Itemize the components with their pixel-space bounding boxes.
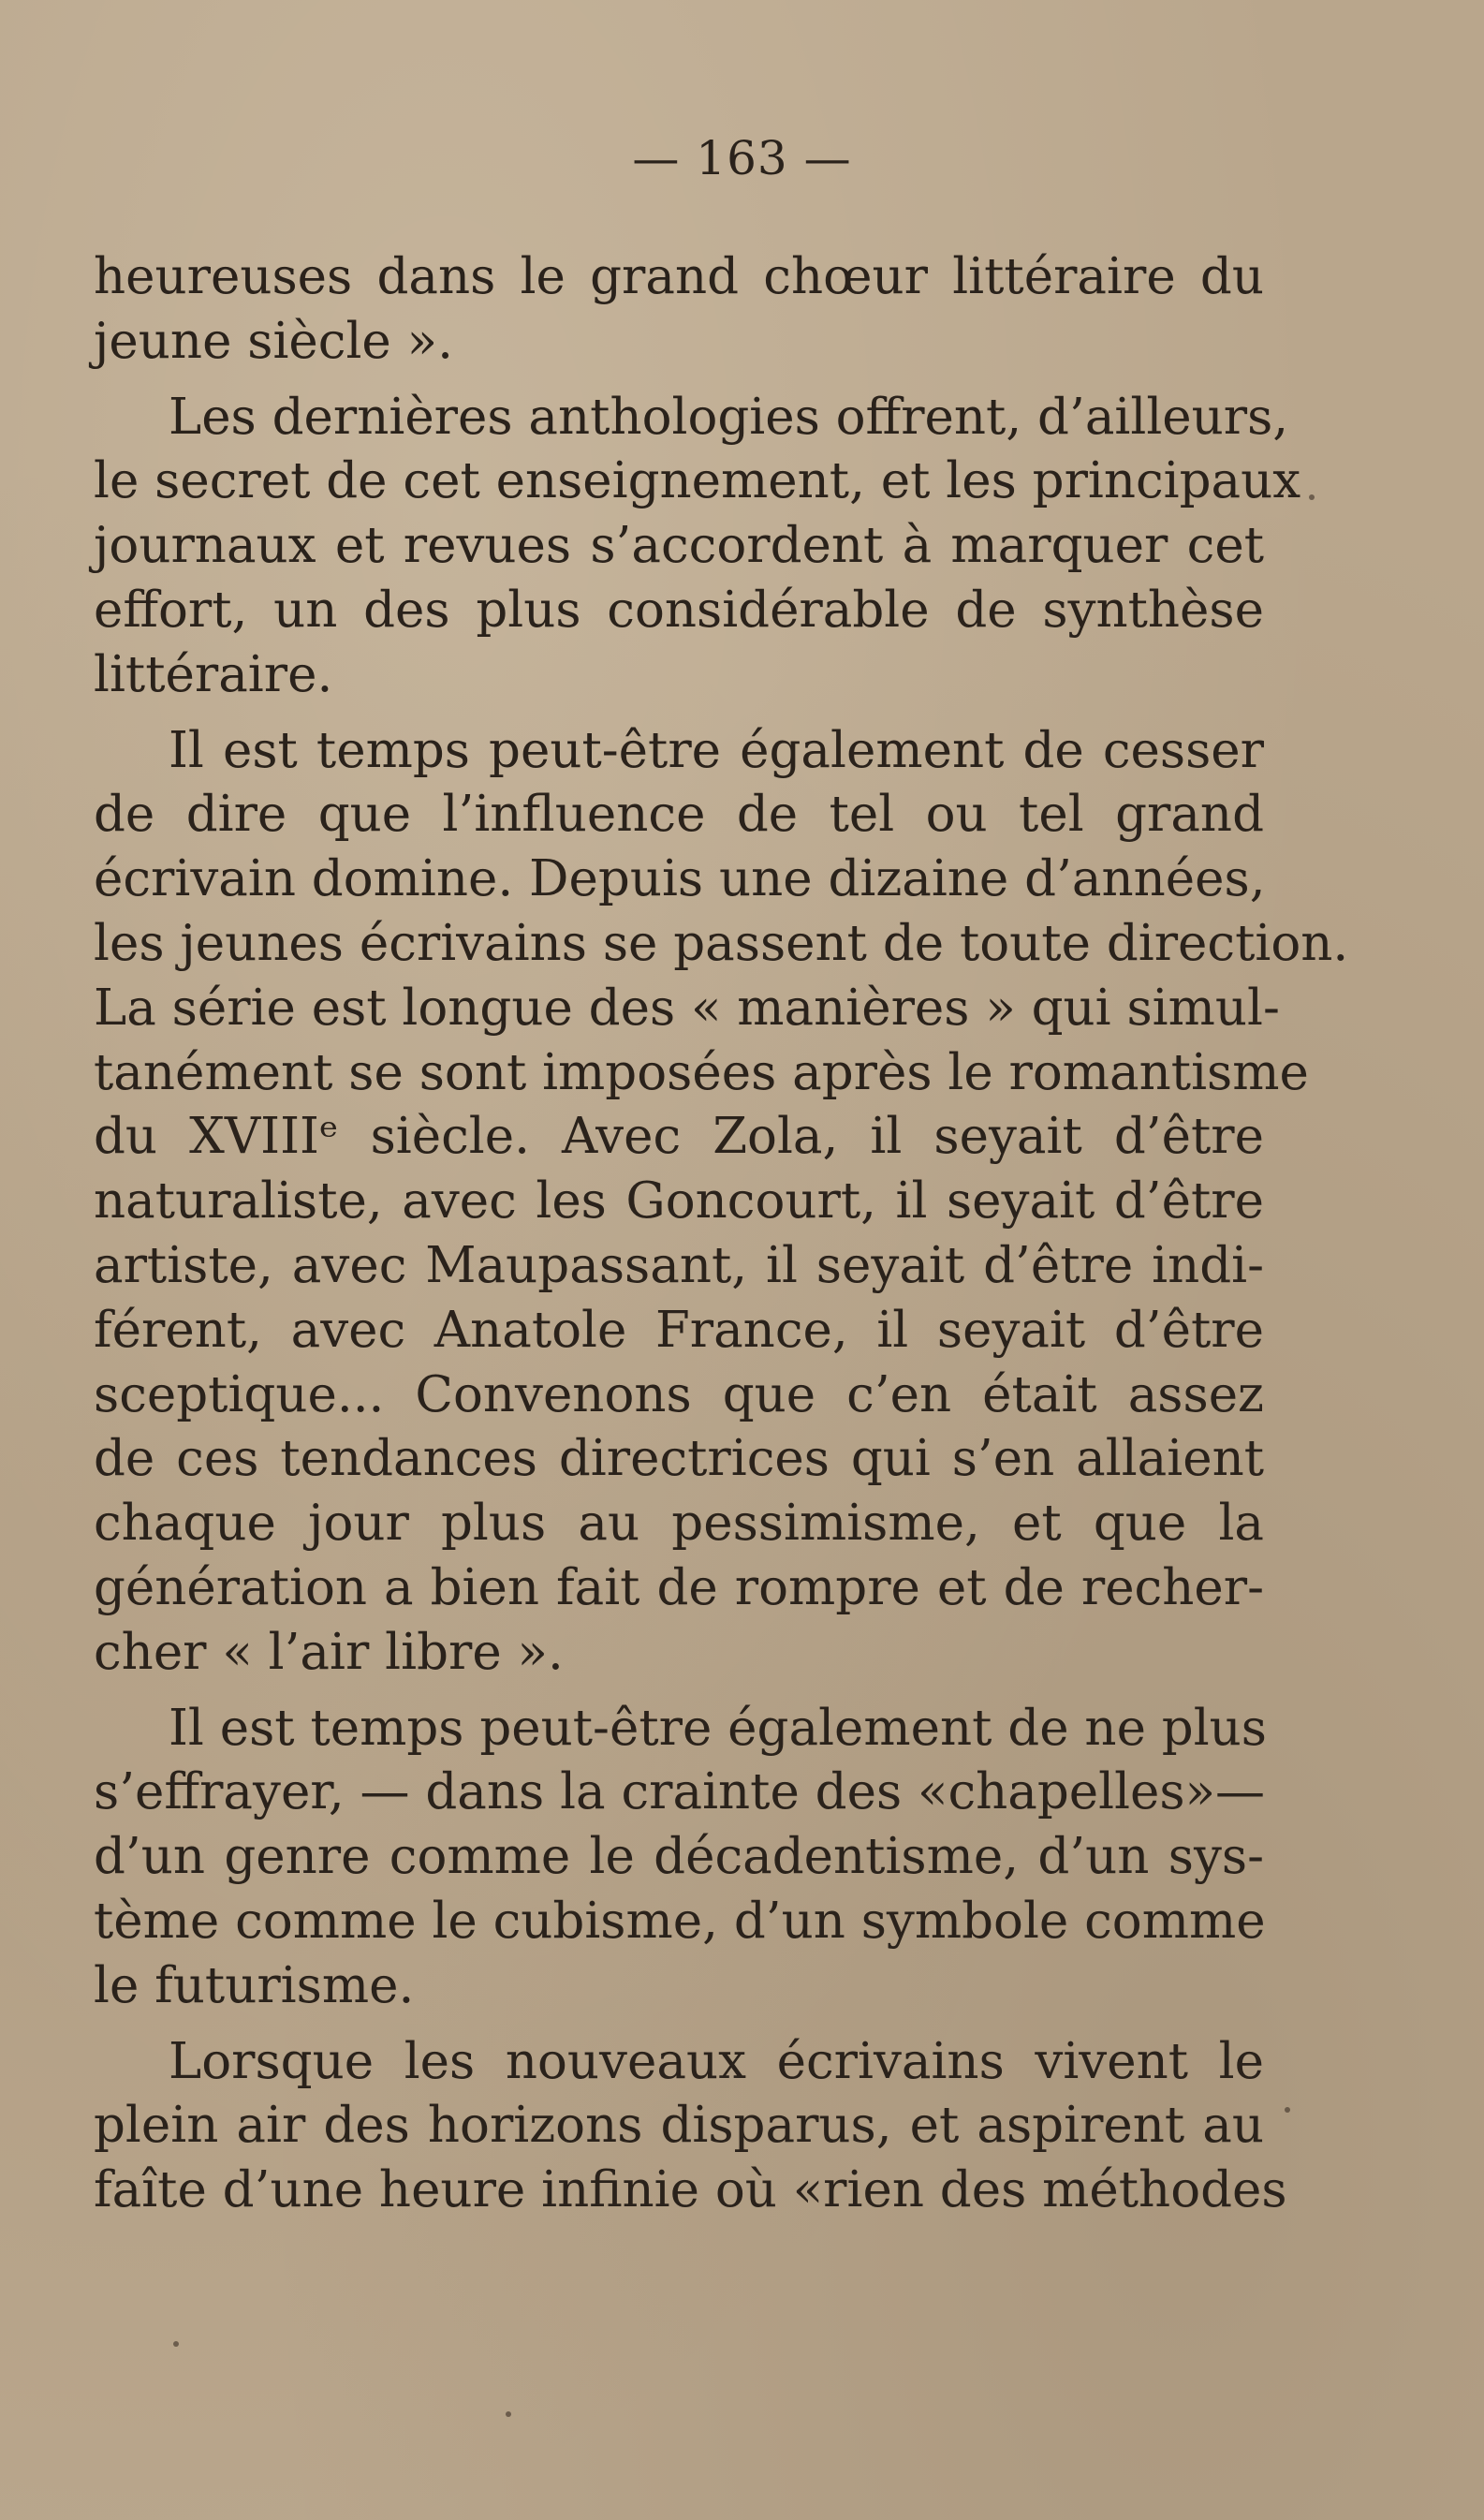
text-line: le secret de cet enseignement, et les principaux	[94, 452, 1301, 510]
paragraph	[94, 719, 1349, 1686]
text-line: férent, avec Anatole France, il seyait d’être	[94, 1301, 1264, 1359]
text-line: le futurisme.	[94, 1956, 415, 2014]
text-line: jeune siècle ».	[94, 312, 453, 370]
paper-speck	[173, 2341, 179, 2347]
text-line: tanément se sont imposées après le romantisme	[94, 1043, 1309, 1101]
text-line: de dire que l’influence de tel ou tel grand	[94, 786, 1264, 844]
text-line: effort, un des plus considérable de synthèse	[94, 581, 1264, 639]
text-line: Il est temps peut-être également de cesser	[169, 721, 1264, 779]
body-text	[94, 245, 1349, 2223]
text-line: sceptique... Convenons que c’en était assez	[94, 1365, 1264, 1423]
text-line: Les dernières anthologies offrent, d’ailleurs,	[169, 388, 1289, 446]
text-line: artiste, avec Maupassant, il seyait d’être indi-	[94, 1236, 1264, 1294]
paragraph	[94, 386, 1301, 708]
text-line: littéraire.	[94, 645, 333, 703]
text-line: les jeunes écrivains se passent de toute direction.	[94, 914, 1349, 972]
text-line: cher « l’air libre ».	[94, 1623, 564, 1681]
text-line: de ces tendances directrices qui s’en allaient	[94, 1430, 1264, 1488]
text-line: heureuses dans le grand chœur littéraire du	[94, 248, 1264, 305]
paper-speck	[506, 2411, 511, 2417]
text-line: Lorsque les nouveaux écrivains vivent le	[169, 2032, 1264, 2090]
paragraph	[94, 245, 1264, 375]
page-number: — 163 —	[632, 131, 852, 185]
text-line: Il est temps peut-être également de ne plus	[169, 1699, 1267, 1757]
text-line: chaque jour plus au pessimisme, et que la	[94, 1495, 1264, 1553]
text-line: écrivain domine. Depuis une dizaine d’années,	[94, 850, 1266, 908]
text-line: d’un genre comme le décadentisme, d’un sys-	[94, 1828, 1264, 1886]
text-line: tème comme le cubisme, d’un symbole comme	[94, 1892, 1266, 1950]
text-line: s’effrayer, — dans la crainte des «chapelles»—	[94, 1763, 1266, 1821]
text-line: plein air des horizons disparus, et aspirent au	[94, 2097, 1264, 2155]
text-line: du XVIIIᵉ siècle. Avec Zola, il seyait d’être	[94, 1108, 1264, 1166]
text-line: naturaliste, avec les Goncourt, il seyait d’être	[94, 1172, 1264, 1231]
text-line: journaux et revues s’accordent à marquer cet	[94, 517, 1264, 575]
text-line: La série est longue des « manières » qui simul-	[94, 979, 1280, 1037]
paragraph	[94, 1697, 1267, 2019]
text-line: génération a bien fait de rompre et de recher-	[94, 1558, 1264, 1616]
paper-speck	[1285, 2107, 1290, 2113]
paper-speck	[1309, 494, 1315, 500]
paragraph	[94, 2030, 1287, 2223]
text-line: faîte d’une heure infinie où «rien des méthodes	[94, 2161, 1287, 2219]
